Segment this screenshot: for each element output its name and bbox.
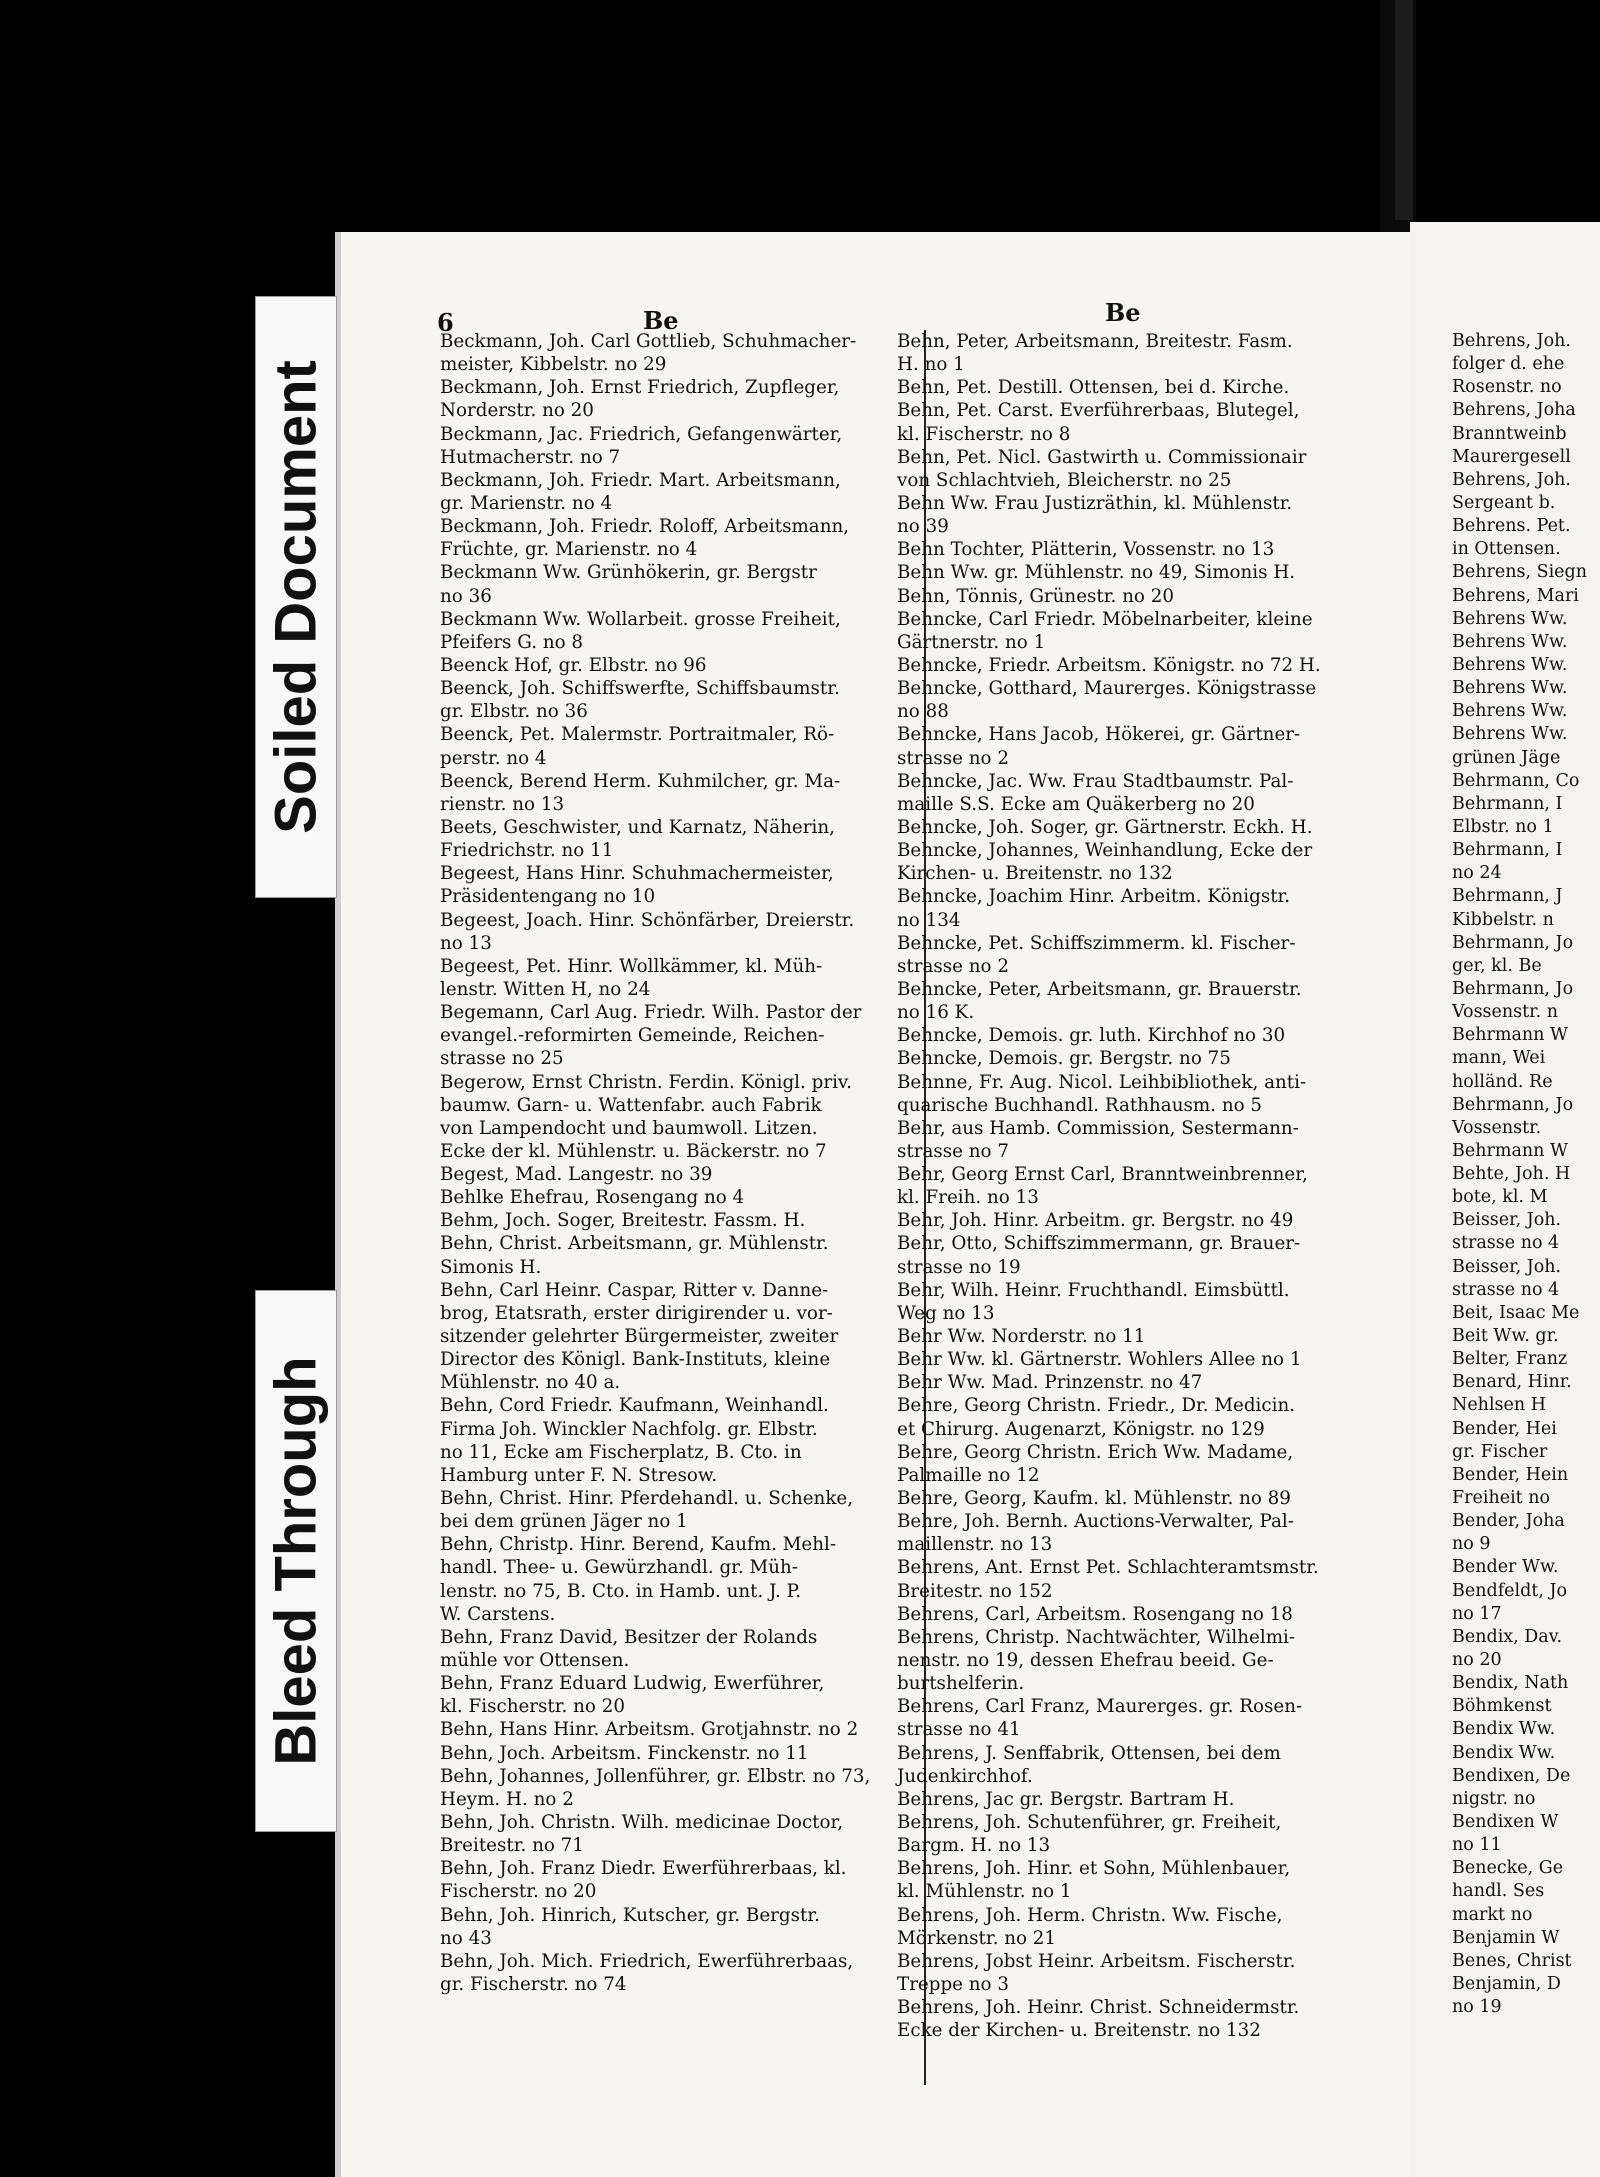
directory-line: Benecke, Ge <box>1452 1858 1564 1879</box>
middle-column <box>897 330 1377 2042</box>
directory-line: evangel.-reformirten Gemeinde, Reichen- <box>440 1025 825 1047</box>
left-running-head: Be <box>643 306 679 335</box>
directory-line: gr. Fischer <box>1452 1441 1548 1462</box>
directory-line: Behrmann W <box>1452 1140 1568 1161</box>
directory-line: Behn, Joh. Hinrich, Kutscher, gr. Bergstr. <box>440 1904 820 1926</box>
directory-line: Behrmann, I <box>1452 793 1563 814</box>
directory-line: Beit Ww. gr. <box>1452 1326 1559 1347</box>
directory-line: Pfeifers G. no 8 <box>440 631 584 653</box>
directory-line: Heym. H. no 2 <box>440 1788 574 1810</box>
directory-line: markt no <box>1452 1904 1533 1925</box>
directory-line: Behrens, Mari <box>1452 585 1579 606</box>
directory-line: strasse no 2 <box>897 955 1009 977</box>
directory-line: kl. Fischerstr. no 8 <box>897 423 1071 445</box>
directory-line: no 11 <box>1452 1835 1502 1856</box>
directory-line: brog, Etatsrath, erster dirigirender u. vor- <box>440 1302 833 1324</box>
directory-line: nenstr. no 19, dessen Ehefrau beeid. Ge- <box>897 1650 1274 1672</box>
directory-line: Beets, Geschwister, und Karnatz, Näherin, <box>440 816 835 838</box>
directory-line: no 11, Ecke am Fischerplatz, B. Cto. in <box>440 1441 802 1463</box>
directory-line: Beenck, Berend Herm. Kuhmilcher, gr. Ma- <box>440 770 841 792</box>
directory-line: Treppe no 3 <box>897 1973 1010 1995</box>
directory-line: strasse no 4 <box>1452 1279 1560 1300</box>
directory-line: Begeest, Joach. Hinr. Schönfärber, Dreierstr. <box>440 909 855 931</box>
directory-line: no 9 <box>1452 1534 1491 1555</box>
directory-line: Behre, Joh. Bernh. Auctions-Verwalter, Pal- <box>897 1511 1294 1533</box>
directory-line: no 88 <box>897 701 949 723</box>
page-number: 6 <box>437 308 454 337</box>
directory-line: Präsidentengang no 10 <box>440 886 656 908</box>
directory-line: Behrens, J. Senffabrik, Ottensen, bei dem <box>897 1742 1281 1764</box>
directory-line: Behrmann W <box>1452 1025 1568 1046</box>
directory-line: Branntweinb <box>1452 423 1567 444</box>
directory-line: no 39 <box>897 516 949 538</box>
directory-line: holländ. Re <box>1452 1071 1553 1092</box>
directory-line: Beckmann Ww. Grünhökerin, gr. Bergstr <box>440 562 817 584</box>
left-column <box>440 330 920 1996</box>
directory-line: Norderstr. no 20 <box>440 400 594 422</box>
directory-line: Behn Ww. Frau Justizräthin, kl. Mühlenstr. <box>897 492 1293 514</box>
directory-line: baumw. Garn- u. Wattenfabr. auch Fabrik <box>440 1094 822 1116</box>
directory-line: quarische Buchhandl. Rathhausm. no 5 <box>897 1094 1263 1116</box>
directory-line: gr. Fischerstr. no 74 <box>440 1973 627 1995</box>
directory-line: Behncke, Joh. Soger, gr. Gärtnerstr. Eckh. H. <box>897 816 1313 838</box>
directory-line: Elbstr. no 1 <box>1452 816 1554 837</box>
directory-line: burtshelferin. <box>897 1673 1025 1695</box>
directory-line: Beckmann, Joh. Friedr. Roloff, Arbeitsmann, <box>440 516 850 538</box>
directory-line: von Lampendocht und baumwoll. Litzen. <box>440 1117 818 1139</box>
directory-line: nigstr. no <box>1452 1788 1536 1809</box>
directory-line: strasse no 25 <box>440 1048 564 1070</box>
directory-line: Behn, Pet. Nicl. Gastwirth u. Commissionair <box>897 446 1307 468</box>
directory-line: Behn, Christ. Hinr. Pferdehandl. u. Schenke, <box>440 1488 854 1510</box>
directory-line: Behrmann, I <box>1452 840 1563 861</box>
directory-line: bote, kl. M <box>1452 1187 1548 1208</box>
directory-line: Behrens, Carl Franz, Maurerges. gr. Rosen- <box>897 1696 1303 1718</box>
directory-line: Behn, Carl Heinr. Caspar, Ritter v. Danne- <box>440 1279 829 1301</box>
directory-line: Begeest, Hans Hinr. Schuhmachermeister, <box>440 863 834 885</box>
directory-line: kl. Freih. no 13 <box>897 1187 1039 1209</box>
directory-line: Beenck Hof, gr. Elbstr. no 96 <box>440 654 707 676</box>
directory-line: Behrens Ww. <box>1452 678 1568 699</box>
directory-line: Beisser, Joh. <box>1452 1256 1562 1277</box>
directory-line: Beckmann Ww. Wollarbeit. grosse Freiheit, <box>440 608 841 630</box>
directory-line: Behrens, Siegn <box>1452 562 1588 583</box>
directory-line: no 19 <box>1452 1997 1502 2018</box>
directory-line: Behrens, Joh. Hinr. et Sohn, Mühlenbauer, <box>897 1858 1291 1880</box>
directory-line: Behncke, Gotthard, Maurerges. Königstrasse <box>897 678 1317 700</box>
directory-line: Beckmann, Joh. Friedr. Mart. Arbeitsmann, <box>440 469 841 491</box>
directory-line: Behncke, Joachim Hinr. Arbeitm. Königstr. <box>897 886 1291 908</box>
directory-line: Bender, Joha <box>1452 1511 1565 1532</box>
directory-line: no 17 <box>1452 1603 1502 1624</box>
facing-page-column <box>1452 330 1600 2019</box>
directory-line: bei dem grünen Jäger no 1 <box>440 1511 688 1533</box>
directory-line: ger, kl. Be <box>1452 955 1542 976</box>
directory-line: Behte, Joh. H <box>1452 1164 1571 1185</box>
directory-line: Breitestr. no 152 <box>897 1580 1053 1602</box>
directory-line: Behr Ww. kl. Gärtnerstr. Wohlers Allee no 1 <box>897 1349 1302 1371</box>
directory-line: Ecke der kl. Mühlenstr. u. Bäckerstr. no 7 <box>440 1140 827 1162</box>
binding-strip <box>1395 0 1413 220</box>
directory-line: Behrens, Joh. Schutenführer, gr. Freiheit, <box>897 1812 1282 1833</box>
directory-line: Vossenstr. <box>1452 1117 1542 1138</box>
directory-line: Benjamin, D <box>1452 1973 1561 1994</box>
directory-line: Behncke, Pet. Schiffszimmerm. kl. Fischer- <box>897 932 1296 954</box>
directory-line: Benes, Christ <box>1452 1950 1572 1971</box>
directory-line: Belter, Franz <box>1452 1349 1568 1370</box>
directory-line: Benard, Hinr. <box>1452 1372 1572 1393</box>
directory-line: Behrens Ww. <box>1452 701 1568 722</box>
directory-line: H. no 1 <box>897 354 965 376</box>
directory-line: lenstr. no 75, B. Cto. in Hamb. unt. J. P. <box>440 1580 802 1602</box>
directory-line: Begemann, Carl Aug. Friedr. Wilh. Pastor der <box>440 1002 862 1024</box>
directory-line: in Ottensen. <box>1452 539 1561 560</box>
directory-line: Behncke, Jac. Ww. Frau Stadtbaumstr. Pal- <box>897 770 1294 792</box>
directory-line: no 43 <box>440 1927 492 1949</box>
directory-line: Behncke, Demois. gr. Bergstr. no 75 <box>897 1048 1231 1070</box>
directory-line: Behncke, Peter, Arbeitsmann, gr. Brauerstr. <box>897 978 1302 1000</box>
directory-line: Begest, Mad. Langestr. no 39 <box>440 1164 713 1186</box>
directory-line: strasse no 2 <box>897 747 1009 769</box>
directory-line: Behn, Tönnis, Grünestr. no 20 <box>897 585 1174 607</box>
directory-line: Böhmkenst <box>1452 1696 1552 1717</box>
directory-line: Behn, Christp. Hinr. Berend, Kaufm. Mehl- <box>440 1534 837 1556</box>
directory-line: handl. Ses <box>1452 1881 1545 1902</box>
directory-line: Beckmann, Joh. Ernst Friedrich, Zupfleger, <box>440 377 840 399</box>
directory-line: Judenkirchhof. <box>897 1765 1033 1787</box>
directory-line: lenstr. Witten H, no 24 <box>440 978 651 1000</box>
directory-line: Friedrichstr. no 11 <box>440 840 614 862</box>
directory-line: Behrmann, J <box>1452 886 1563 907</box>
directory-line: no 24 <box>1452 863 1502 884</box>
directory-line: Behn Tochter, Plätterin, Vossenstr. no 13 <box>897 539 1275 561</box>
directory-line: Behrens, Jac gr. Bergstr. Bartram H. <box>897 1788 1235 1810</box>
directory-line: Simonis H. <box>440 1256 542 1278</box>
directory-line: Behr, Georg Ernst Carl, Branntweinbrenner, <box>897 1164 1308 1186</box>
directory-line: Firma Joh. Winckler Nachfolg. gr. Elbstr. <box>440 1418 818 1440</box>
directory-line: Behn, Christ. Arbeitsmann, gr. Mühlenstr. <box>440 1233 829 1255</box>
directory-line: gr. Marienstr. no 4 <box>440 492 613 514</box>
directory-line: no 20 <box>1452 1650 1502 1671</box>
directory-line: rienstr. no 13 <box>440 793 565 815</box>
directory-line: Behnne, Fr. Aug. Nicol. Leihbibliothek, anti- <box>897 1071 1307 1093</box>
directory-line: Benjamin W <box>1452 1927 1560 1948</box>
directory-line: Beenck, Pet. Malermstr. Portraitmaler, Rö- <box>440 724 835 746</box>
directory-line: Behrens, Joh. <box>1452 331 1571 351</box>
directory-line: gr. Elbstr. no 36 <box>440 701 588 723</box>
directory-line: Behre, Georg Christn. Erich Ww. Madame, <box>897 1441 1294 1463</box>
directory-line: Behrens, Joha <box>1452 400 1576 421</box>
directory-line: Gärtnerstr. no 1 <box>897 631 1046 653</box>
directory-line: Sergeant b. <box>1452 492 1556 513</box>
directory-line: et Chirurg. Augenarzt, Königstr. no 129 <box>897 1418 1265 1440</box>
directory-line: Behn, Joh. Christn. Wilh. medicinae Doctor, <box>440 1812 844 1833</box>
right-running-head: Be <box>1105 298 1141 327</box>
directory-line: Behrens, Joh. <box>1452 469 1571 490</box>
directory-line: handl. Thee- u. Gewürzhandl. gr. Müh- <box>440 1557 798 1579</box>
directory-line: Kibbelstr. n <box>1452 909 1554 930</box>
directory-line: kl. Fischerstr. no 20 <box>440 1696 625 1718</box>
directory-line: Breitestr. no 71 <box>440 1835 584 1857</box>
directory-line: Behr Ww. Mad. Prinzenstr. no 47 <box>897 1372 1203 1394</box>
directory-line: Hutmacherstr. no 7 <box>440 446 621 468</box>
directory-line: Behrens, Christp. Nachtwächter, Wilhelmi- <box>897 1626 1296 1648</box>
soiled-document-label: Soiled Document <box>263 360 329 834</box>
directory-line: Kirchen- u. Breitenstr. no 132 <box>897 863 1173 885</box>
directory-line: Behre, Georg, Kaufm. kl. Mühlenstr. no 89 <box>897 1488 1291 1510</box>
bleed-through-label: Bleed Through <box>263 1356 329 1766</box>
directory-line: Maurergesell <box>1452 446 1571 467</box>
directory-line: Bargm. H. no 13 <box>897 1835 1051 1857</box>
directory-line: no 13 <box>440 932 492 954</box>
directory-line: Beisser, Joh. <box>1452 1210 1562 1231</box>
directory-line: no 134 <box>897 909 961 931</box>
directory-line: Behr, aus Hamb. Commission, Sestermann- <box>897 1117 1299 1139</box>
directory-line: Rosenstr. no <box>1452 377 1562 398</box>
directory-line: Behn, Cord Friedr. Kaufmann, Weinhandl. <box>440 1395 829 1417</box>
directory-line: Behncke, Hans Jacob, Hökerei, gr. Gärtner- <box>897 724 1301 746</box>
directory-line: Vossenstr. n <box>1452 1002 1559 1023</box>
directory-line: Behr Ww. Norderstr. no 11 <box>897 1326 1146 1348</box>
directory-line: Behr, Wilh. Heinr. Fruchthandl. Eimsbüttl. <box>897 1279 1290 1301</box>
directory-line: Bendixen, De <box>1452 1765 1571 1786</box>
directory-line: Behrmann, Jo <box>1452 932 1574 953</box>
directory-line: mühle vor Ottensen. <box>440 1650 630 1672</box>
directory-line: Beit, Isaac Me <box>1452 1302 1580 1323</box>
directory-line: mann, Wei <box>1452 1048 1546 1069</box>
directory-line: Behrens, Ant. Ernst Pet. Schlachteramtsmstr. <box>897 1557 1319 1579</box>
directory-line: Fischerstr. no 20 <box>440 1881 597 1903</box>
directory-line: Palmaille no 12 <box>897 1464 1040 1486</box>
directory-line: Hamburg unter F. N. Stresow. <box>440 1464 718 1486</box>
directory-line: meister, Kibbelstr. no 29 <box>440 354 667 376</box>
directory-line: Behn, Joh. Franz Diedr. Ewerführerbaas, kl. <box>440 1858 847 1880</box>
directory-line: Behrmann, Jo <box>1452 978 1574 999</box>
directory-line: Behn, Joch. Arbeitsm. Finckenstr. no 11 <box>440 1742 809 1764</box>
directory-line: Behrens, Carl, Arbeitsm. Rosengang no 18 <box>897 1603 1293 1625</box>
directory-line: no 16 K. <box>897 1002 975 1024</box>
directory-line: Behrens Ww. <box>1452 631 1568 652</box>
directory-line: Bendix, Nath <box>1452 1673 1569 1694</box>
directory-line: Behncke, Friedr. Arbeitsm. Königstr. no 72 H. <box>897 654 1321 676</box>
directory-line: Bendix, Dav. <box>1452 1626 1563 1647</box>
directory-line: Bender, Hei <box>1452 1418 1557 1439</box>
bleed-through-tab <box>255 1290 337 1832</box>
directory-line: Behr, Otto, Schiffszimmermann, gr. Brauer- <box>897 1233 1301 1255</box>
directory-line: perstr. no 4 <box>440 747 547 769</box>
directory-line: Mörkenstr. no 21 <box>897 1927 1057 1949</box>
directory-line: Behrens Ww. <box>1452 724 1568 745</box>
directory-line: Mühlenstr. no 40 a. <box>440 1372 621 1394</box>
directory-line: Behrens, Joh. Heinr. Christ. Schneidermstr. <box>897 1997 1300 2019</box>
directory-line: Bender Ww. <box>1452 1557 1559 1578</box>
soiled-document-tab <box>255 296 337 898</box>
directory-line: Behrens, Jobst Heinr. Arbeitsm. Fischerstr. <box>897 1950 1296 1972</box>
directory-line: Behn, Johannes, Jollenführer, gr. Elbstr. no 73, <box>440 1765 871 1787</box>
directory-line: Behn, Joh. Mich. Friedrich, Ewerführerbaas, <box>440 1950 854 1972</box>
directory-line: Behre, Georg Christn. Friedr., Dr. Medicin. <box>897 1395 1296 1417</box>
directory-line: Früchte, gr. Marienstr. no 4 <box>440 539 698 561</box>
directory-line: Behn, Peter, Arbeitsmann, Breitestr. Fasm. <box>897 331 1293 352</box>
directory-line: maille S.S. Ecke am Quäkerberg no 20 <box>897 793 1255 815</box>
directory-line: Behn, Franz David, Besitzer der Rolands <box>440 1626 818 1648</box>
directory-line: Behn, Pet. Destill. Ottensen, bei d. Kirche. <box>897 377 1290 399</box>
directory-line: Behrmann, Co <box>1452 770 1580 791</box>
directory-line: Behn, Franz Eduard Ludwig, Ewerführer, <box>440 1673 825 1695</box>
directory-line: Behr, Joh. Hinr. Arbeitm. gr. Bergstr. no 49 <box>897 1210 1294 1232</box>
directory-line: Behrens. Pet. <box>1452 516 1571 537</box>
directory-line: Freiheit no <box>1452 1488 1551 1509</box>
directory-line: strasse no 4 <box>1452 1233 1560 1254</box>
directory-line: Behncke, Johannes, Weinhandlung, Ecke der <box>897 840 1313 862</box>
directory-line: Beenck, Joh. Schiffswerfte, Schiffsbaumstr. <box>440 678 840 700</box>
directory-line: no 36 <box>440 585 492 607</box>
directory-line: Bendix Ww. <box>1452 1719 1556 1740</box>
directory-line: Behrens Ww. <box>1452 608 1568 629</box>
directory-line: maillenstr. no 13 <box>897 1534 1053 1556</box>
directory-line: Behlke Ehefrau, Rosengang no 4 <box>440 1187 745 1209</box>
directory-line: Behncke, Demois. gr. luth. Kirchhof no 30 <box>897 1025 1286 1047</box>
directory-line: Beckmann, Joh. Carl Gottlieb, Schuhmacher- <box>440 331 857 352</box>
directory-line: Behm, Joch. Soger, Breitestr. Fassm. H. <box>440 1210 806 1232</box>
directory-line: Director des Königl. Bank-Instituts, kleine <box>440 1349 831 1371</box>
directory-line: strasse no 7 <box>897 1140 1009 1162</box>
directory-line: Behncke, Carl Friedr. Möbelnarbeiter, kleine <box>897 608 1313 630</box>
directory-line: Behrmann, Jo <box>1452 1094 1574 1115</box>
directory-line: Nehlsen H <box>1452 1395 1546 1416</box>
directory-line: Behn Ww. gr. Mühlenstr. no 49, Simonis H. <box>897 562 1296 584</box>
directory-line: W. Carstens. <box>440 1603 556 1625</box>
directory-line: folger d. ehe <box>1452 354 1565 375</box>
directory-line: von Schlachtvieh, Bleicherstr. no 25 <box>897 469 1232 491</box>
directory-line: strasse no 19 <box>897 1256 1021 1278</box>
directory-line: Beckmann, Jac. Friedrich, Gefangenwärter, <box>440 423 843 445</box>
directory-line: Behn, Pet. Carst. Everführerbaas, Blutegel, <box>897 400 1300 422</box>
directory-line: Bendfeldt, Jo <box>1452 1580 1568 1601</box>
directory-line: Behn, Hans Hinr. Arbeitsm. Grotjahnstr. no 2 <box>440 1719 859 1741</box>
directory-line: Bender, Hein <box>1452 1464 1569 1485</box>
directory-line: Behrens Ww. <box>1452 654 1568 675</box>
directory-line: Begerow, Ernst Christn. Ferdin. Königl. priv. <box>440 1071 852 1093</box>
directory-line: sitzender gelehrter Bürgermeister, zweiter <box>440 1326 839 1348</box>
directory-line: Behrens, Joh. Herm. Christn. Ww. Fische, <box>897 1904 1283 1926</box>
directory-line: kl. Mühlenstr. no 1 <box>897 1881 1072 1903</box>
directory-line: Ecke der Kirchen- u. Breitenstr. no 132 <box>897 2020 1261 2042</box>
directory-line: Bendixen W <box>1452 1812 1559 1832</box>
directory-line: Begeest, Pet. Hinr. Wollkämmer, kl. Müh- <box>440 955 823 977</box>
directory-line: Weg no 13 <box>897 1302 995 1324</box>
directory-line: strasse no 41 <box>897 1719 1021 1741</box>
directory-line: Bendix Ww. <box>1452 1742 1556 1763</box>
directory-line: grünen Jäge <box>1452 747 1561 768</box>
